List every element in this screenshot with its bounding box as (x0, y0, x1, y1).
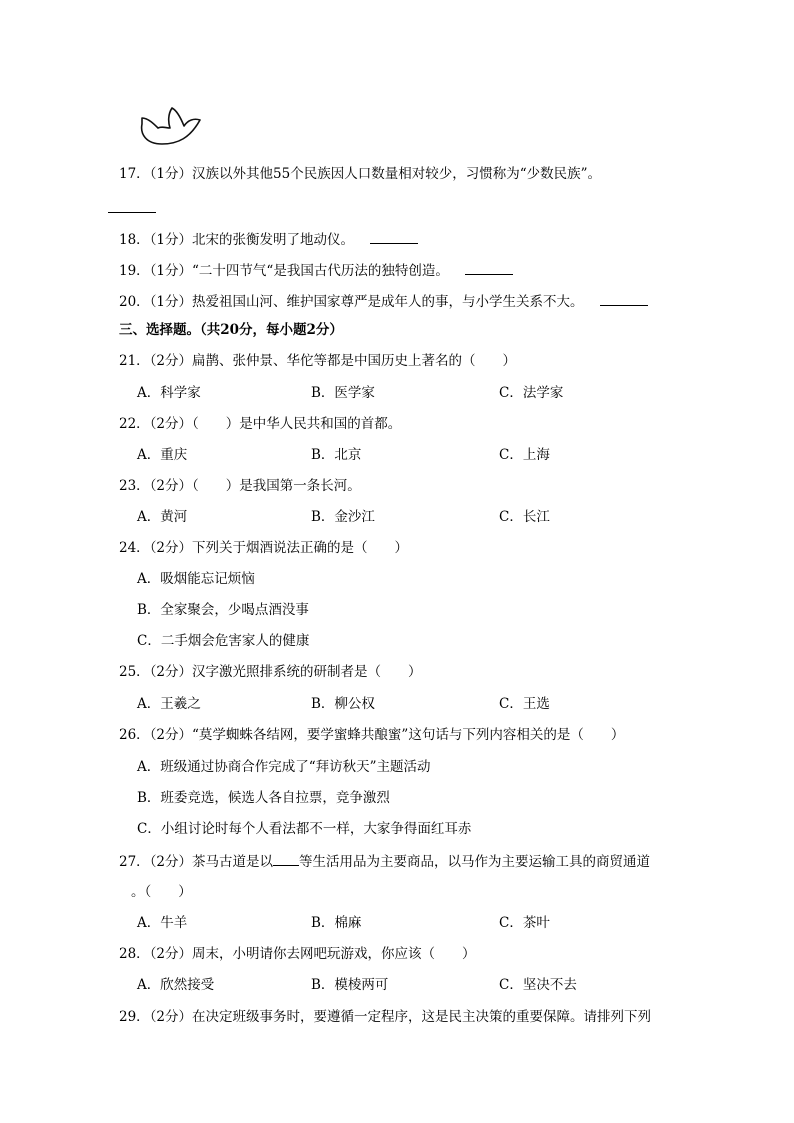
option-b[interactable]: B．柳公权 (311, 696, 375, 712)
option-a[interactable]: A．王羲之 (137, 696, 201, 712)
fill-blank[interactable] (273, 851, 299, 866)
question-text: 汉族以外其他55个民族因人口数量相对较少，习惯称为“少数民族”。 (192, 166, 602, 182)
question-stem-part1: 茶马古道是以 (192, 854, 274, 870)
option-a[interactable]: A．班级通过协商合作完成了“拜访秋天”主题活动 (137, 759, 431, 775)
question-28 (119, 944, 476, 964)
question-score: （2分） (149, 664, 193, 680)
question-19 (119, 260, 513, 281)
question-27-continued: 。（ ） (131, 884, 192, 900)
question-number: 22． (119, 416, 150, 432)
question-number: 19． (119, 263, 150, 279)
question-stem: 扁鹊、张仲景、华佗等都是中国历史上著名的（ ） (192, 353, 517, 369)
question-stem-part2: 等生活用品为主要商品，以马作为主要运输工具的商贸通道 (299, 854, 651, 870)
question-number: 18． (119, 232, 150, 248)
question-score: （2分） (149, 416, 193, 432)
question-29 (119, 1007, 651, 1027)
option-b[interactable]: B．金沙江 (311, 509, 375, 525)
question-stem: 汉字激光照排系统的研制者是（ ） (192, 664, 422, 680)
question-26 (119, 725, 624, 745)
question-24 (119, 538, 408, 558)
question-number: 29． (119, 1009, 150, 1025)
question-score: （2分） (149, 1009, 193, 1025)
section-heading: 三、选择题。（共20分，每小题2分） (119, 322, 343, 338)
question-25 (119, 662, 422, 682)
question-stem: 下列关于烟酒说法正确的是（ ） (192, 540, 409, 556)
option-c[interactable]: C．长江 (499, 509, 550, 525)
question-21 (119, 351, 516, 371)
option-b[interactable]: B．棉麻 (311, 915, 362, 931)
option-c[interactable]: C．小组讨论时每个人看法都不一样，大家争得面红耳赤 (137, 821, 472, 837)
answer-blank-17[interactable] (108, 198, 156, 219)
question-score: （1分） (149, 263, 193, 279)
option-c[interactable]: C．二手烟会危害家人的健康 (137, 633, 310, 649)
question-stem: （ ）是中华人民共和国的首都。 (192, 416, 402, 432)
option-a[interactable]: A．重庆 (137, 447, 188, 463)
option-b[interactable]: B．模棱两可 (311, 977, 389, 993)
question-number: 25． (119, 664, 150, 680)
question-score: （1分） (149, 166, 193, 182)
question-number: 28． (119, 946, 150, 962)
option-b[interactable]: B．班委竞选，候选人各自拉票，竞争激烈 (137, 790, 390, 806)
question-number: 23． (119, 478, 150, 494)
question-27 (119, 851, 650, 872)
question-number: 26． (119, 727, 150, 743)
question-text: “二十四节气“是我国古代历法的独特创造。 (192, 263, 449, 279)
question-number: 20． (119, 294, 150, 310)
question-score: （1分） (149, 294, 193, 310)
question-text: 北宋的张衡发明了地动仪。 (192, 232, 355, 248)
question-22 (119, 414, 401, 434)
question-text: 热爱祖国山河、维护国家尊严是成年人的事，与小学生关系不大。 (192, 294, 584, 310)
question-stem: “莫学蜘蛛各结网，要学蜜蜂共酿蜜”这句话与下列内容相关的是（ ） (192, 727, 625, 743)
option-b[interactable]: B．北京 (311, 447, 362, 463)
question-17 (119, 164, 601, 184)
question-score: （2分） (149, 478, 193, 494)
question-score: （1分） (149, 232, 193, 248)
question-23 (119, 476, 361, 496)
question-number: 24． (119, 540, 150, 556)
question-score: （2分） (149, 854, 193, 870)
option-c[interactable]: C．茶叶 (499, 915, 550, 931)
bird-doodle-figure (138, 104, 204, 148)
option-a[interactable]: A．牛羊 (137, 915, 188, 931)
answer-blank-20[interactable] (600, 291, 648, 306)
question-score: （2分） (149, 540, 193, 556)
question-20 (119, 291, 648, 312)
option-a[interactable]: A．吸烟能忘记烦恼 (137, 571, 255, 587)
option-c[interactable]: C．上海 (499, 447, 550, 463)
question-stem: 周末，小明请你去网吧玩游戏，你应该（ ） (192, 946, 476, 962)
option-a[interactable]: A．欣然接受 (137, 977, 215, 993)
question-number: 21． (119, 353, 150, 369)
question-number: 17． (119, 166, 150, 182)
option-c[interactable]: C．法学家 (499, 385, 564, 401)
option-a[interactable]: A．科学家 (137, 385, 201, 401)
option-c[interactable]: C．坚决不去 (499, 977, 577, 993)
answer-blank-18[interactable] (370, 229, 418, 244)
question-stem: （ ）是我国第一条长河。 (192, 478, 361, 494)
question-stem: 在决定班级事务时，要遵循一定程序，这是民主决策的重要保障。请排列下列 (192, 1009, 652, 1025)
option-b[interactable]: B．全家聚会，少喝点酒没事 (137, 602, 309, 618)
question-score: （2分） (149, 727, 193, 743)
option-b[interactable]: B．医学家 (311, 385, 375, 401)
answer-blank-19[interactable] (465, 260, 513, 275)
option-a[interactable]: A．黄河 (137, 509, 188, 525)
option-c[interactable]: C．王选 (499, 696, 550, 712)
question-score: （2分） (149, 353, 193, 369)
question-score: （2分） (149, 946, 193, 962)
question-18 (119, 229, 418, 250)
question-number: 27． (119, 854, 150, 870)
